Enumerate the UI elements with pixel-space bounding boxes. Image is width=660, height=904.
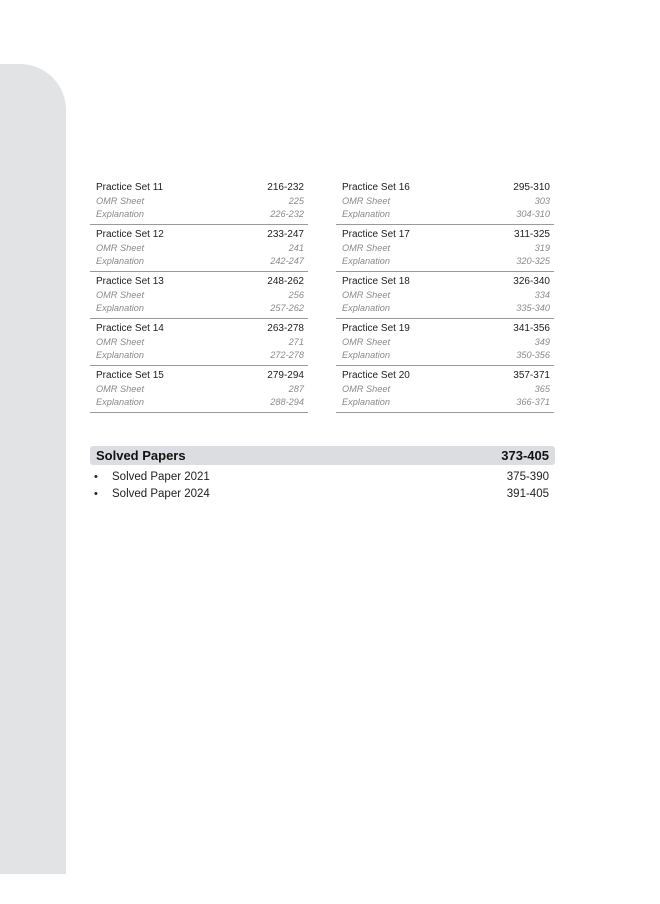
omr-sheet-label: OMR Sheet <box>96 243 144 253</box>
solved-paper-item[interactable] <box>90 468 549 485</box>
practice-set-title: Practice Set 13 <box>96 276 164 287</box>
explanation-pages: 350-356 <box>516 350 550 360</box>
practice-set-title: Practice Set 16 <box>342 182 410 193</box>
practice-set-grid <box>90 178 554 413</box>
omr-sheet-label: OMR Sheet <box>96 290 144 300</box>
practice-set-title: Practice Set 15 <box>96 370 164 381</box>
practice-set-pages: 341-356 <box>513 323 550 334</box>
omr-sheet-label: OMR Sheet <box>96 384 144 394</box>
practice-set-entry[interactable] <box>90 366 308 413</box>
explanation-pages: 226-232 <box>270 209 304 219</box>
solved-papers-pages: 373-405 <box>501 448 549 463</box>
omr-sheet-page: 271 <box>288 337 304 347</box>
practice-set-entry[interactable] <box>336 319 554 366</box>
omr-sheet-label: OMR Sheet <box>342 384 390 394</box>
omr-sheet-page: 349 <box>534 337 550 347</box>
practice-set-entry[interactable] <box>336 366 554 413</box>
practice-set-pages: 326-340 <box>513 276 550 287</box>
explanation-label: Explanation <box>96 397 145 407</box>
practice-set-entry[interactable] <box>90 272 308 319</box>
omr-sheet-label: OMR Sheet <box>96 337 144 347</box>
practice-set-entry[interactable] <box>336 225 554 272</box>
solved-paper-item[interactable] <box>90 485 549 502</box>
solved-paper-label: Solved Paper 2024 <box>112 487 210 500</box>
omr-sheet-label: OMR Sheet <box>342 243 390 253</box>
solved-paper-pages: 391-405 <box>506 487 549 500</box>
explanation-pages: 320-325 <box>516 256 550 266</box>
practice-set-title: Practice Set 19 <box>342 323 410 334</box>
omr-sheet-label: OMR Sheet <box>96 196 144 206</box>
practice-set-entry[interactable] <box>90 319 308 366</box>
explanation-pages: 304-310 <box>516 209 550 219</box>
practice-set-pages: 216-232 <box>267 182 304 193</box>
omr-sheet-page: 319 <box>534 243 550 253</box>
explanation-label: Explanation <box>342 256 391 266</box>
bullet-icon: • <box>94 470 98 483</box>
omr-sheet-label: OMR Sheet <box>342 337 390 347</box>
practice-set-pages: 263-278 <box>267 323 304 334</box>
explanation-label: Explanation <box>342 350 391 360</box>
practice-set-title: Practice Set 20 <box>342 370 410 381</box>
solved-papers-title: Solved Papers <box>96 448 186 463</box>
practice-set-title: Practice Set 18 <box>342 276 410 287</box>
explanation-label: Explanation <box>96 303 145 313</box>
omr-sheet-label: OMR Sheet <box>342 290 390 300</box>
explanation-label: Explanation <box>96 209 145 219</box>
explanation-pages: 366-371 <box>516 397 550 407</box>
explanation-label: Explanation <box>342 303 391 313</box>
solved-papers-header[interactable] <box>90 446 555 465</box>
practice-set-pages: 311-325 <box>514 229 550 240</box>
solved-papers-list <box>90 468 549 502</box>
explanation-pages: 272-278 <box>270 350 304 360</box>
explanation-pages: 288-294 <box>270 397 304 407</box>
explanation-pages: 335-340 <box>516 303 550 313</box>
solved-paper-pages: 375-390 <box>506 470 549 483</box>
practice-set-entry[interactable] <box>336 272 554 319</box>
practice-set-title: Practice Set 17 <box>342 229 410 240</box>
omr-sheet-page: 303 <box>534 196 550 206</box>
side-tab-decoration <box>0 64 66 874</box>
practice-set-entry[interactable] <box>336 178 554 225</box>
practice-set-title: Practice Set 11 <box>96 182 164 193</box>
solved-paper-label: Solved Paper 2021 <box>112 470 210 483</box>
explanation-label: Explanation <box>342 209 391 219</box>
explanation-label: Explanation <box>96 350 145 360</box>
omr-sheet-label: OMR Sheet <box>342 196 390 206</box>
practice-set-title: Practice Set 12 <box>96 229 164 240</box>
practice-set-pages: 279-294 <box>267 370 304 381</box>
bullet-icon: • <box>94 487 98 500</box>
practice-set-pages: 233-247 <box>267 229 304 240</box>
practice-set-pages: 248-262 <box>267 276 304 287</box>
practice-set-pages: 295-310 <box>513 182 550 193</box>
explanation-label: Explanation <box>96 256 145 266</box>
omr-sheet-page: 256 <box>288 290 304 300</box>
omr-sheet-page: 365 <box>534 384 550 394</box>
practice-set-entry[interactable] <box>90 178 308 225</box>
practice-set-entry[interactable] <box>90 225 308 272</box>
practice-set-pages: 357-371 <box>513 370 550 381</box>
omr-sheet-page: 241 <box>288 243 304 253</box>
explanation-pages: 242-247 <box>270 256 304 266</box>
omr-sheet-page: 334 <box>534 290 550 300</box>
practice-set-title: Practice Set 14 <box>96 323 164 334</box>
explanation-pages: 257-262 <box>270 303 304 313</box>
omr-sheet-page: 287 <box>288 384 304 394</box>
explanation-label: Explanation <box>342 397 391 407</box>
omr-sheet-page: 225 <box>288 196 304 206</box>
